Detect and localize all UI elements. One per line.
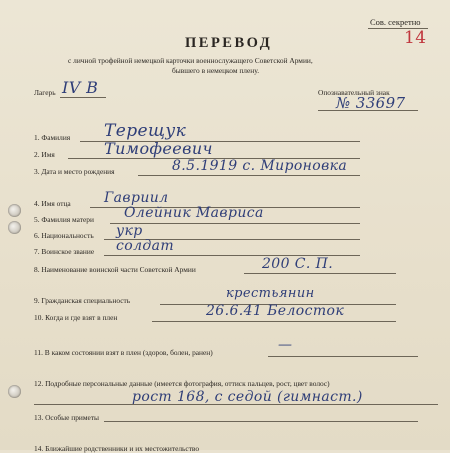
document-subtitle-line1: с личной трофейной немецкой карточки военнослужащего Советской Армии, bbox=[68, 56, 313, 65]
field-value-civil-profession: крестьянин bbox=[226, 286, 315, 301]
field-value-military-unit: 200 С. П. bbox=[262, 256, 334, 272]
punch-hole-bottom bbox=[8, 385, 21, 398]
field-label-father-name: 4. Имя отца bbox=[34, 199, 71, 208]
field-line-mother-surname bbox=[110, 223, 360, 224]
field-label-nationality: 6. Национальность bbox=[34, 231, 94, 240]
field-label-civil-profession: 9. Гражданская специальность bbox=[34, 296, 131, 305]
document-title: ПЕРЕВОД bbox=[185, 35, 273, 51]
field-value-name: Тимофеевич bbox=[104, 139, 213, 158]
field-line-birth bbox=[138, 175, 360, 176]
camp-value: IV В bbox=[62, 78, 99, 97]
field-line-capture-condition bbox=[268, 356, 418, 357]
field-label-personal-data: 12. Подробные персональные данные (имеется фотография, оттиск пальцев, рост, цвет волос) bbox=[34, 379, 330, 388]
field-value-capture-condition: — bbox=[278, 337, 293, 353]
field-value-surname: Терещук bbox=[104, 121, 187, 141]
field-value-mother-surname: Олейник Мавриса bbox=[124, 205, 264, 221]
field-label-mother-surname: 5. Фамилия матери bbox=[34, 215, 94, 224]
field-value-birth: 8.5.1919 с. Мироновка bbox=[172, 158, 348, 174]
field-label-birth: 3. Дата и место рождения bbox=[34, 167, 115, 176]
field-label-military-unit: 8. Наименование воинской части Советской Армии bbox=[34, 265, 196, 274]
field-value-personal-data: рост 168, с седой (гимнаст.) bbox=[132, 389, 363, 405]
punch-hole-middle bbox=[8, 221, 21, 234]
field-value-nationality: укр bbox=[116, 223, 143, 239]
field-label-name: 2. Имя bbox=[34, 150, 55, 159]
camp-line bbox=[60, 97, 106, 98]
field-line-military-unit bbox=[244, 273, 396, 274]
punch-hole-top bbox=[8, 204, 21, 217]
classification-label: Сов. секретно bbox=[370, 17, 421, 27]
field-label-rank: 7. Воинское звание bbox=[34, 247, 95, 256]
field-label-capture-condition: 11. В каком состоянии взят в плен (здоров, болен, ранен) bbox=[34, 348, 213, 357]
field-value-rank: солдат bbox=[116, 238, 175, 254]
field-value-capture-date-place: 26.6.41 Белосток bbox=[206, 303, 345, 319]
id-mark-label: Опознавательный знак bbox=[318, 88, 390, 97]
field-label-surname: 1. Фамилия bbox=[34, 133, 71, 142]
id-mark-value: № 33697 bbox=[336, 94, 406, 112]
camp-label: Лагерь bbox=[34, 88, 56, 97]
page-number: 14 bbox=[404, 28, 427, 48]
field-line-special-marks bbox=[104, 421, 418, 422]
field-value-father-name: Гавриил bbox=[104, 190, 169, 206]
field-label-relatives: 14. Ближайшие родственники и их местожительство bbox=[34, 444, 200, 453]
field-label-special-marks: 13. Особые приметы bbox=[34, 413, 100, 422]
document-subtitle-line2: бывшего в немецком плену. bbox=[172, 66, 260, 75]
field-label-capture-date-place: 10. Когда и где взят в плен bbox=[34, 313, 118, 322]
field-line-capture-date-place bbox=[152, 321, 396, 322]
